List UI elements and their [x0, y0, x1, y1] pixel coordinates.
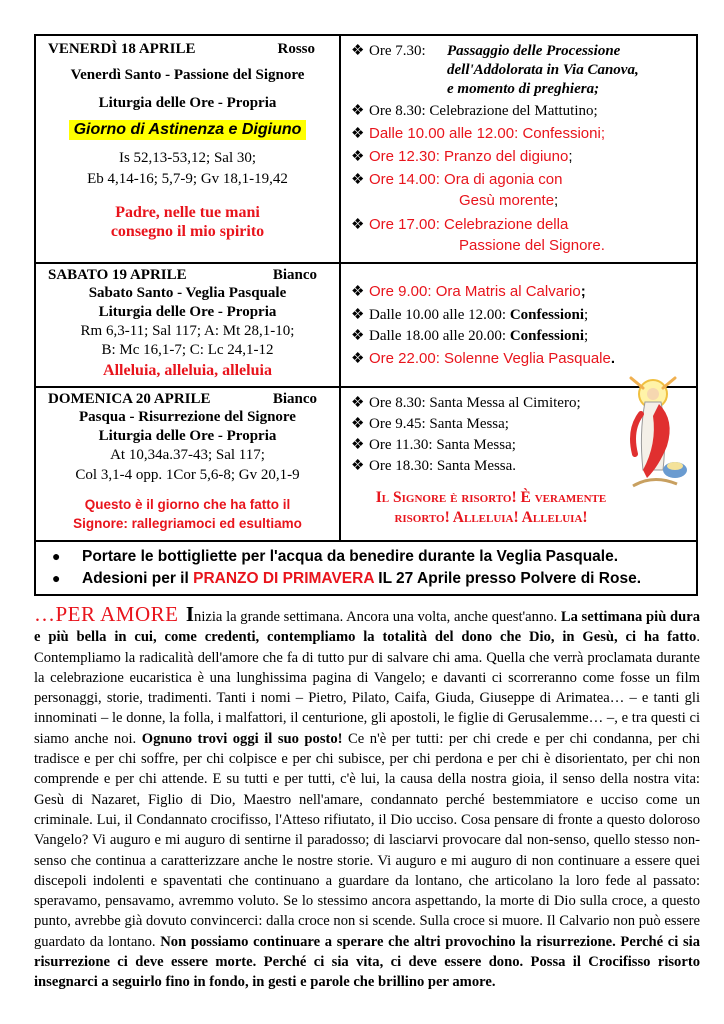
sunday-header [36, 391, 339, 408]
saturday-refrain: Alleluia, alleluia, alleluia [103, 362, 272, 379]
article-p6: Non possiamo continuare a sperare che altri provochino la risurrezione. Perché ci sia risurrezione ci deve essere morte. Perché ci sia vita, ci deve essere dono. Possa il Crocifisso risorto insegnarci a seguirlo fino in fondo, in gesti e parole che brillino per amore. [34, 933, 700, 991]
saturday-liturgy-hours: Liturgia delle Ore - Propria [98, 304, 277, 320]
article-drop-letter: I [185, 602, 195, 626]
article-per-amore [34, 604, 700, 993]
risen-christ-illustration [613, 374, 697, 492]
friday-events [341, 36, 696, 262]
friday-event-1-text-3: e momento di preghiera; [447, 81, 600, 97]
friday-liturgy [36, 36, 341, 262]
friday-event-3: ❖ Dalle 10.00 alle 12.00: Confessioni; [351, 125, 605, 142]
saturday-color: Bianco [272, 267, 317, 283]
friday-event-1: ❖ Ore 7.30: [351, 43, 426, 59]
saturday-events [341, 264, 696, 386]
article-p1: nizia la grande settimana. Ancora una volta, anche quest'anno. [194, 609, 558, 625]
bullet-star-icon: ❖ [351, 307, 365, 323]
notice-1: Portare le bottigliette per l'acqua da benedire durante la Veglia Pasquale. [82, 548, 619, 565]
saturday-event-1: ❖ Ore 9.00: Ora Matris al Calvario; [351, 283, 586, 300]
easter-announcement-1: Il Signore è risorto! È veramente [375, 489, 607, 506]
bullet-star-icon: ❖ [351, 458, 365, 474]
sunday-refrain-2: Signore: rallegriamoci ed esultiamo [73, 516, 302, 531]
friday-event-4: ❖ Ore 12.30: Pranzo del digiuno; [351, 148, 573, 165]
notices-row [36, 542, 696, 594]
notice-2: Adesioni per il PRANZO DI PRIMAVERA IL 27 Aprile presso Polvere di Rose. [82, 570, 642, 587]
sunday-event-2: ❖ Ore 9.45: Santa Messa; [351, 416, 509, 432]
bullet-star-icon: ❖ [351, 437, 365, 453]
article-p4: Ognuno trovi oggi il suo posto! [141, 730, 343, 747]
friday-title: Venerdì Santo - Passione del Signore [70, 67, 305, 83]
friday-highlight-wrap [36, 120, 339, 140]
sunday-event-1: ❖ Ore 8.30: Santa Messa al Cimitero; [351, 395, 581, 411]
bullet-star-icon: ❖ [351, 125, 365, 142]
saturday-row [36, 264, 696, 388]
friday-readings-2: Eb 4,14-16; 5,7-9; Gv 18,1-19,42 [87, 171, 288, 187]
article-p2: La settimana più dura e più bella in cui, come credenti, contempliamo la totalità del dono che Dio, in Gesù, ci ha fatto [34, 609, 700, 646]
bullet-dot-icon: ● [52, 550, 61, 565]
friday-event-1-text-1: Passaggio delle Procession​e [447, 43, 621, 59]
friday-event-6-cont: Passione del Signore. [459, 237, 605, 254]
sunday-day: DOMENICA 20 APRILE [48, 391, 211, 407]
friday-event-2: ❖ Ore 8.30: Celebrazione del Mattutino; [351, 103, 598, 119]
article-p5: Ce n'è per tutti: per chi crede e per chi condanna, per chi tradisce e per chi soffre, per chi colpisce e per chi subisce, per chi perdona e per chi è disorientato, per chi non comprende e per chi attende. E su tutti e per tutti, c'è lui, la causa della nostra gioia, il senso della nostra vita: Gesù di Nazaret, Figlio di Dio, Maestro nell'amare, condannato perché bestemmiatore e ucciso come un criminale. Lui, il Condannato crocifisso, l'Atteso rifiutato, il Dio ucciso. Cosa pensare di fronte a questo doloroso Vangelo? Vi auguro e mi auguro di sentirne il paradosso; di lasciarvi provocare dal non-senso, quello stesso non-senso che continua a caratterizzare anche le nostre storie. Vi auguro e mi auguro di non continuare a essere quei discepoli indolenti e spaventati che continuano a guardare da lontano, che articolano la loro fede al passato: speravamo, pensavamo, avremmo voluto. Se lo stessimo ancora aspettando, la morte di Dio sulla croce, a questo punto, avrebbe già dovuto convincerci: dalla croce non si scende. Sulla croce si muore. Il Calvario non può essere guardato da lontano. [34, 730, 700, 950]
friday-refrain-1: Padre, nelle tue mani [115, 204, 260, 221]
saturday-event-4: ❖ Ore 22.00: Solenne Veglia Pasquale. [351, 350, 616, 367]
bullet-star-icon: ❖ [351, 350, 365, 367]
saturday-readings-2: B: Mc 16,1-7; C: Lc 24,1-12 [101, 342, 274, 358]
sunday-readings-2: Col 3,1-4 opp. 1Cor 5,6-8; Gv 20,1-9 [75, 467, 300, 483]
friday-readings-1: Is 52,13-53,12; Sal 30; [118, 150, 257, 166]
bullet-star-icon: ❖ [351, 148, 365, 165]
saturday-header [36, 267, 339, 284]
sunday-title: Pasqua - Risurrezione del Signore [79, 409, 296, 425]
sunday-event-3: ❖ Ore 11.30: Santa Messa; [351, 437, 516, 453]
sunday-liturgy-hours: Liturgia delle Ore - Propria [98, 428, 277, 444]
friday-highlight: Giorno di Astinenza e Digiuno [69, 120, 307, 140]
saturday-event-3: ❖ Dalle 18.00 alle 20.00: Confessioni; [351, 328, 589, 344]
saturday-readings-1: Rm 6,3-11; Sal 117; A: Mt 28,1-10; [80, 323, 295, 339]
bullet-star-icon: ❖ [351, 416, 365, 432]
sunday-events [341, 388, 696, 540]
sunday-readings-1: At 10,34a.37-43; Sal 117; [110, 447, 265, 463]
bullet-dot-icon: ● [52, 572, 61, 587]
saturday-event-2: ❖ Dalle 10.00 alle 12.00: Confessioni; [351, 307, 589, 323]
sunday-liturgy [36, 388, 341, 540]
easter-announcement-2: risorto! Alleluia! Alleluia! [394, 509, 588, 526]
saturday-liturgy [36, 264, 341, 386]
bullet-star-icon: ❖ [351, 328, 365, 344]
schedule-frame [34, 34, 698, 596]
friday-day: VENERDÌ 18 APRILE [48, 41, 196, 57]
friday-row [36, 36, 696, 264]
easter-announcement [341, 488, 641, 528]
article-p3: . Contempliamo la radicalità dell'amore che fa di tutto pur di salvare chi ama. Quella che verrà proclamata durante la celebrazione eucaristica è una lunghissima pagina di Vangelo; e davanti ci scorreranno come fosse un film personaggi, storie, tradimenti. Tanti i nomi – Pietro, Pilato, Caifa, Giuda, Giuseppe di Arimatea… – e tanti gli innominati – le donne, la folla, i malfattori, il centurione, gli apostoli, le figlie di Gerusalemme… –, e tra questi ci siamo anche noi. [34, 629, 700, 747]
sunday-refrain-1: Questo è il giorno che ha fatto il [84, 497, 291, 512]
article-title: …PER AMORE [34, 602, 179, 626]
friday-event-1-text-2: dell'Addolorata in Via Canova, [447, 62, 639, 78]
bullet-star-icon: ❖ [351, 103, 365, 119]
sunday-row [36, 388, 696, 542]
friday-event-5-cont: Gesù morente; [459, 192, 559, 209]
bullet-star-icon: ❖ [351, 171, 365, 188]
friday-refrain-2: consegno il mio spirito [110, 223, 265, 240]
friday-liturgy-hours: Liturgia delle Ore - Propria [98, 95, 277, 111]
friday-event-6: ❖ Ore 17.00: Celebrazione della [351, 216, 569, 233]
sunday-color: Bianco [272, 391, 317, 407]
sunday-event-4: ❖ Ore 18.30: Santa Messa. [351, 458, 517, 474]
saturday-title: Sabato Santo - Veglia Pasquale [88, 285, 287, 301]
bullet-star-icon: ❖ [351, 216, 365, 233]
friday-header [36, 41, 339, 58]
bullet-star-icon: ❖ [351, 43, 365, 59]
friday-color: Rosso [277, 41, 315, 57]
bullet-star-icon: ❖ [351, 283, 365, 300]
saturday-day: SABATO 19 APRILE [48, 267, 187, 283]
bullet-star-icon: ❖ [351, 395, 365, 411]
friday-event-5: ❖ Ore 14.00: Ora di agonia con [351, 171, 563, 188]
